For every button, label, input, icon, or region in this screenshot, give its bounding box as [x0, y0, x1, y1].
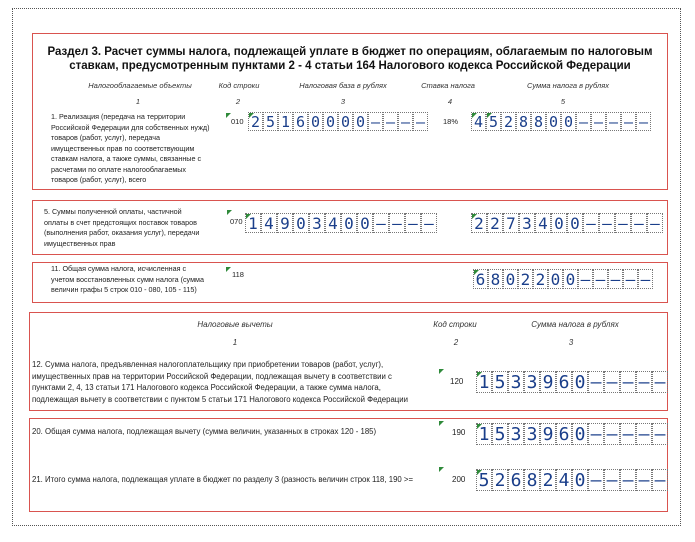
digit-cell[interactable]: 4 [556, 469, 572, 491]
row120-description: 12. Сумма налога, предъявленная налогоплательщику при приобретении товаров (работ, услуг), имущественных прав на территории Российской Федерации, подлежащая вычету в соответствии с пунктами 2, 4, 13 статьи 171 Налогового кодекса Российской Федерации, а также сумма налога, подлежащая вычету в соответствии с пунктом 5 статьи 171 Налогового кодекса Российской Федерации [32, 360, 408, 404]
digit-cell[interactable]: – [604, 371, 620, 393]
digit-cell[interactable]: – [638, 269, 653, 289]
digit-cell[interactable]: 5 [263, 112, 278, 131]
deduction-col-num-3: 3 [568, 338, 574, 347]
digit-cell[interactable]: – [652, 423, 668, 445]
digit-cell[interactable]: 3 [519, 213, 535, 233]
digit-cell[interactable]: 6 [556, 371, 572, 393]
digit-cell[interactable]: 2 [540, 469, 556, 491]
digit-cell[interactable]: 0 [548, 269, 563, 289]
row200-tax-sum-cells[interactable] [476, 469, 668, 491]
digit-cell[interactable]: 9 [540, 423, 556, 445]
digit-cell[interactable]: 3 [524, 423, 540, 445]
digit-cell[interactable]: – [588, 469, 604, 491]
digit-cell[interactable]: – [593, 269, 608, 289]
col-num-3: 3 [340, 97, 346, 106]
digit-cell[interactable]: – [636, 469, 652, 491]
digit-cell[interactable]: – [583, 213, 599, 233]
digit-cell[interactable]: – [647, 213, 663, 233]
digit-cell[interactable]: 0 [551, 213, 567, 233]
row118-box [32, 262, 668, 303]
digit-cell[interactable]: 6 [508, 469, 524, 491]
section3-title-line2: ставкам, предусмотренным пунктами 2 - 4 статьи 164 Налогового кодекса Российской Федерации [69, 60, 631, 72]
digit-cell[interactable]: 2 [248, 112, 263, 131]
digit-cell[interactable]: 3 [508, 423, 524, 445]
digit-cell[interactable]: 2 [501, 112, 516, 131]
digit-cell[interactable]: 0 [353, 112, 368, 131]
row070-box [32, 200, 668, 255]
digit-cell[interactable]: 0 [572, 469, 588, 491]
col-num-1: 1 [135, 97, 141, 106]
row120-code: 120 [450, 377, 464, 386]
digit-cell[interactable]: 5 [492, 423, 508, 445]
digit-cell[interactable]: – [623, 269, 638, 289]
col-num-4: 4 [447, 97, 453, 106]
digit-cell[interactable]: – [398, 112, 413, 131]
digit-cell[interactable]: 4 [471, 112, 486, 131]
digit-cell[interactable]: – [652, 371, 668, 393]
digit-cell[interactable]: 8 [531, 112, 546, 131]
digit-cell[interactable]: 3 [309, 213, 325, 233]
section3-main-box [32, 33, 668, 190]
digit-cell[interactable]: 5 [486, 112, 501, 131]
row118-code-marker [226, 267, 231, 272]
digit-cell[interactable]: – [588, 423, 604, 445]
digit-cell[interactable]: 0 [546, 112, 561, 131]
digit-cell[interactable]: – [631, 213, 647, 233]
digit-cell[interactable]: 9 [540, 371, 556, 393]
digit-cell[interactable]: – [608, 269, 623, 289]
digit-cell[interactable]: – [604, 423, 620, 445]
digit-cell[interactable]: 8 [524, 469, 540, 491]
digit-cell[interactable]: – [620, 423, 636, 445]
digit-cell[interactable]: 6 [556, 423, 572, 445]
deductions-box [29, 312, 668, 411]
deduction-col-num-1: 1 [232, 338, 238, 347]
digit-cell[interactable]: – [621, 112, 636, 131]
section3-title-line1: Раздел 3. Расчет суммы налога, подлежащей уплате в бюджет по операциям, облагаемым по налоговым [47, 46, 653, 58]
row200-code: 200 [452, 475, 466, 484]
header-rate: Ставка налога [421, 81, 475, 90]
deduction-col-num-2: 2 [453, 338, 459, 347]
digit-cell[interactable]: 0 [341, 213, 357, 233]
digit-cell[interactable]: 0 [561, 112, 576, 131]
row010-code: 010 [231, 117, 244, 126]
digit-cell[interactable]: 3 [524, 371, 540, 393]
digit-cell[interactable]: 8 [516, 112, 531, 131]
digit-cell[interactable]: 5 [476, 469, 492, 491]
row118-tax-sum-cells[interactable] [473, 269, 653, 289]
row200-code-marker [439, 467, 444, 472]
digit-cell[interactable]: 2 [533, 269, 548, 289]
row010-tax-sum-cells[interactable] [471, 112, 651, 131]
row010-description: 1. Реализация (передача на территории Российской Федерации для собственных нужд) товаров (работ, услуг), передача имущественных прав по соответствующим ставкам налога, а также суммы, связанные с расчетами по оплате налогооблагаемых товаров (работ, услуг), всего [51, 112, 210, 184]
digit-cell[interactable]: – [591, 112, 606, 131]
digit-cell[interactable]: – [373, 213, 389, 233]
header-deduction-line-code: Код строки [433, 320, 477, 329]
digit-cell[interactable]: – [636, 423, 652, 445]
row070-code-marker [227, 210, 232, 215]
header-deductions: Налоговые вычеты [197, 320, 273, 329]
digit-cell[interactable]: 4 [325, 213, 341, 233]
digit-cell[interactable]: – [620, 469, 636, 491]
header-tax-base: Налоговая база в рублях [299, 81, 387, 90]
digit-cell[interactable]: 0 [338, 112, 353, 131]
row190-code-marker [439, 421, 444, 426]
digit-cell[interactable]: 8 [488, 269, 503, 289]
digit-cell[interactable]: 6 [473, 269, 488, 289]
totals-box [29, 418, 668, 512]
digit-cell[interactable]: 0 [308, 112, 323, 131]
digit-cell[interactable]: 0 [567, 213, 583, 233]
digit-cell[interactable]: 2 [471, 213, 487, 233]
header-line-code: Код строки [218, 81, 260, 90]
digit-cell[interactable]: – [599, 213, 615, 233]
col-num-5: 5 [560, 97, 566, 106]
digit-cell[interactable]: – [413, 112, 428, 131]
digit-cell[interactable]: – [576, 112, 591, 131]
row120-code-marker [439, 369, 444, 374]
digit-cell[interactable]: – [405, 213, 421, 233]
digit-cell[interactable]: 7 [503, 213, 519, 233]
digit-cell[interactable]: 5 [492, 371, 508, 393]
row190-tax-sum-cells[interactable] [476, 423, 668, 445]
row010-rate: 18% [443, 117, 459, 126]
header-objects: Налогооблагаемые объекты [88, 81, 192, 90]
row070-description: 5. Суммы полученной оплаты, частичной оплаты в счет предстоящих поставок товаров (выполнения работ, оказания услуг), передачи имущественных прав [44, 207, 200, 248]
digit-cell[interactable]: 4 [261, 213, 277, 233]
digit-cell[interactable]: – [606, 112, 621, 131]
digit-cell[interactable]: 0 [572, 371, 588, 393]
digit-cell[interactable]: – [578, 269, 593, 289]
header-deduction-tax-sum: Сумма налога в рублях [531, 320, 619, 329]
digit-cell[interactable]: 1 [278, 112, 293, 131]
digit-cell[interactable]: – [636, 112, 651, 131]
digit-cell[interactable]: 0 [572, 423, 588, 445]
row120-tax-sum-cells[interactable] [476, 371, 668, 393]
row070-tax-sum-cells[interactable] [471, 213, 663, 233]
digit-cell[interactable]: – [383, 112, 398, 131]
digit-cell[interactable]: 1 [476, 423, 492, 445]
row118-description: 11. Общая сумма налога, исчисленная с учетом восстановленных сумм налога (сумма величин графы 5 строк 010 - 080, 105 - 115) [51, 264, 204, 294]
row118-code: 118 [232, 270, 244, 279]
digit-cell[interactable]: 1 [245, 213, 261, 233]
digit-cell[interactable]: – [636, 371, 652, 393]
digit-cell[interactable]: – [620, 371, 636, 393]
row010-tax-base-cells[interactable] [248, 112, 428, 131]
digit-cell[interactable]: 4 [535, 213, 551, 233]
row070-tax-base-cells[interactable] [245, 213, 437, 233]
digit-cell[interactable]: – [652, 469, 668, 491]
row200-description: 21. Итого сумма налога, подлежащая уплате в бюджет по разделу 3 (разность величин строк 118, 190 >= [32, 475, 414, 484]
digit-cell[interactable]: – [615, 213, 631, 233]
digit-cell[interactable]: – [389, 213, 405, 233]
digit-cell[interactable]: 6 [293, 112, 308, 131]
digit-cell[interactable]: 0 [293, 213, 309, 233]
digit-cell[interactable]: 2 [518, 269, 533, 289]
digit-cell[interactable]: 9 [277, 213, 293, 233]
row190-code: 190 [452, 428, 466, 437]
digit-cell[interactable]: 0 [323, 112, 338, 131]
digit-cell[interactable]: 0 [357, 213, 373, 233]
col-num-2: 2 [235, 97, 241, 106]
digit-cell[interactable]: 2 [487, 213, 503, 233]
digit-cell[interactable]: – [588, 371, 604, 393]
digit-cell[interactable]: – [368, 112, 383, 131]
digit-cell[interactable]: – [604, 469, 620, 491]
digit-cell[interactable]: 2 [492, 469, 508, 491]
digit-cell[interactable]: 1 [476, 371, 492, 393]
digit-cell[interactable]: 3 [508, 371, 524, 393]
row190-description: 20. Общая сумма налога, подлежащая вычету (сумма величин, указанных в строках 120 - 185) [32, 427, 377, 436]
row070-code: 070 [230, 217, 243, 226]
digit-cell[interactable]: 0 [503, 269, 518, 289]
digit-cell[interactable]: 0 [563, 269, 578, 289]
digit-cell[interactable]: – [421, 213, 437, 233]
header-tax-sum: Сумма налога в рублях [527, 81, 609, 90]
